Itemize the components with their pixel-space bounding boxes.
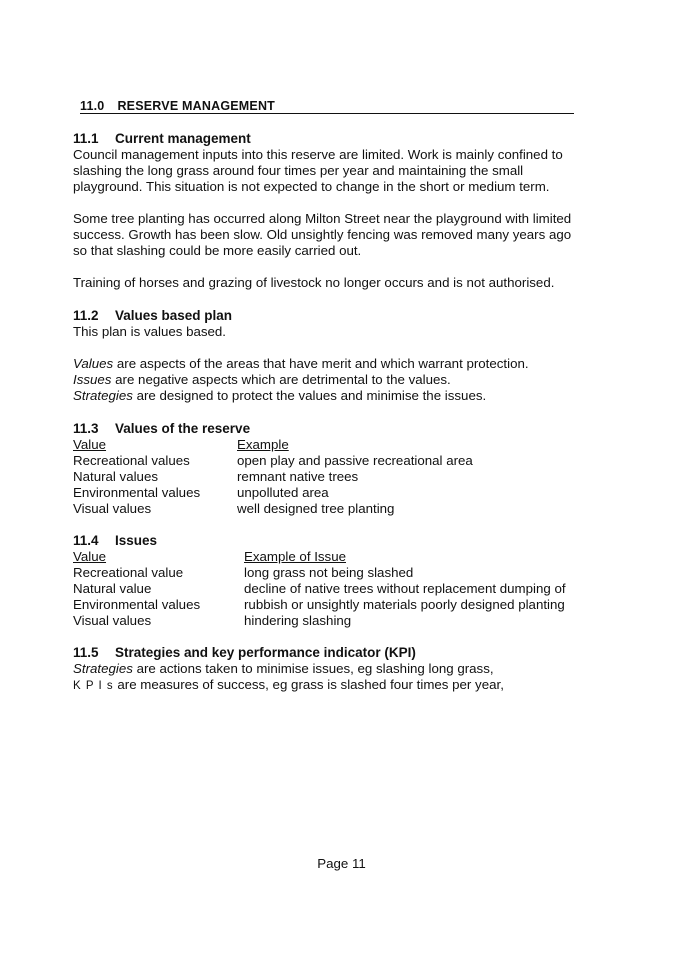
definition-line: Strategies are designed to protect the values and minimise the issues.: [73, 388, 487, 403]
paragraph: This plan is values based.: [73, 324, 226, 339]
table-row: Recreational value long grass not being slashed: [73, 565, 414, 580]
table-row: Natural values remnant native trees: [73, 469, 359, 484]
table-row: Recreational values open play and passive recreational area: [73, 453, 473, 468]
section-heading: 11.3 Values of the reserve: [73, 421, 251, 436]
main-heading: [80, 99, 574, 114]
section-heading: 11.5 Strategies and key performance indicator (KPI): [73, 645, 416, 660]
definition-line: Values are aspects of the areas that have merit and which warrant protection.: [73, 356, 529, 371]
definition-line: K P I s are measures of success, eg grass is slashed four times per year,: [73, 677, 504, 692]
paragraph: Some tree planting has occurred along Milton Street near the playground with limited success. Growth has been slow. Old unsightly fencing was removed many years ago so that slashing could be more easily carried out.: [73, 211, 572, 258]
main-heading-number: 11.0: [80, 99, 105, 113]
table-row: Environmental values rubbish or unsightly materials poorly designed planting: [73, 597, 565, 612]
paragraph: Council management inputs into this reserve are limited. Work is mainly confined to slashing the long grass around four times per year and maintaining the small playground. This situation is not expected to change in the short or medium term.: [73, 147, 563, 194]
section-values-of-reserve: [73, 421, 603, 517]
table-row: Natural value decline of native trees without replacement dumping of: [73, 581, 566, 596]
definition-line: Strategies are actions taken to minimise issues, eg slashing long grass,: [73, 661, 494, 676]
table-header: Value Example of Issue: [73, 549, 346, 564]
section-heading: [73, 131, 603, 147]
section-issues: [73, 533, 603, 629]
paragraph: Training of horses and grazing of livestock no longer occurs and is not authorised.: [73, 275, 555, 290]
table-row: Visual values hindering slashing: [73, 613, 352, 628]
table-header: Value Example: [73, 437, 289, 452]
table-row: Environmental values unpolluted area: [73, 485, 329, 500]
section-heading: 11.4 Issues: [73, 533, 158, 548]
section-strategies-kpi: [73, 645, 603, 694]
section-heading: 11.2 Values based plan: [73, 308, 233, 323]
section-current-management: [73, 131, 603, 291]
table-row: Visual values well designed tree planting: [73, 501, 395, 516]
section-values-based-plan: [73, 308, 603, 404]
page-number: Page 11: [317, 856, 366, 871]
section-number: 11.1: [73, 131, 99, 146]
definition-line: Issues are negative aspects which are detrimental to the values.: [73, 372, 451, 387]
main-heading-title: RESERVE MANAGEMENT: [117, 99, 276, 113]
section-title: Current management: [115, 131, 251, 146]
